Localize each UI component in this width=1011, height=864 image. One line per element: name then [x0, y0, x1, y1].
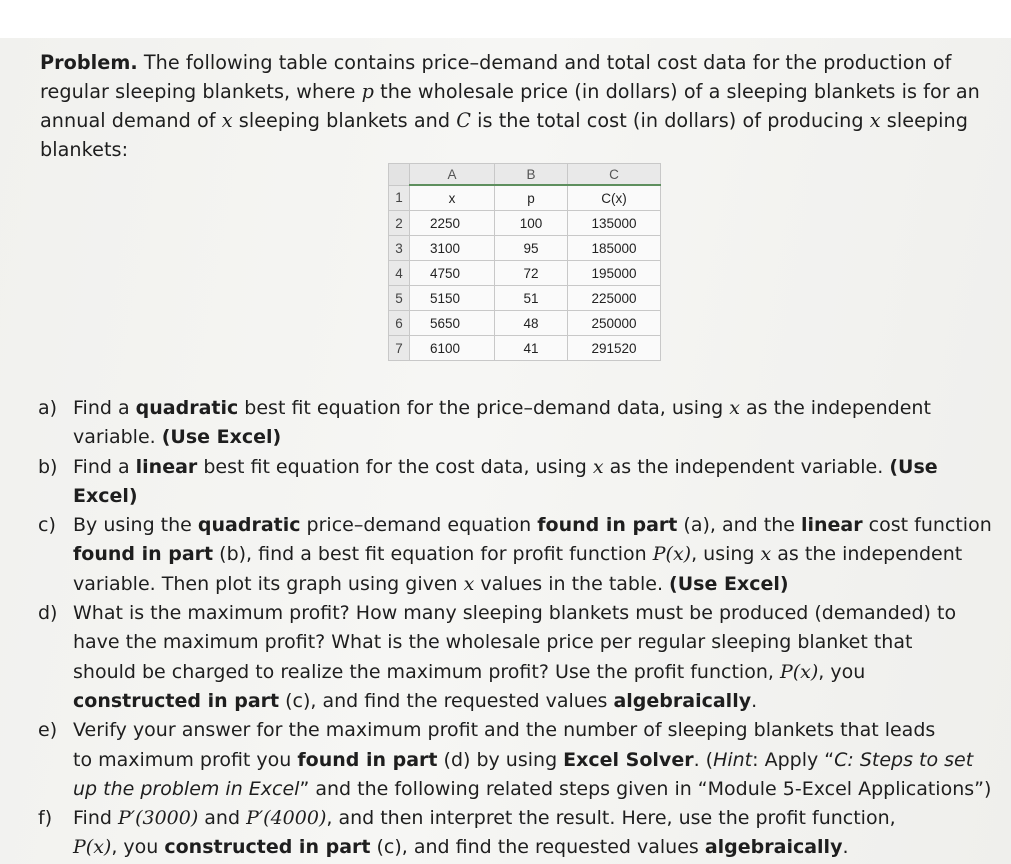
text: best fit equation for the cost data, using — [197, 455, 593, 478]
text: (c), and find the requested values — [370, 836, 705, 859]
bold-text: found in part — [297, 748, 438, 771]
intro-text: sleeping blankets and — [232, 109, 457, 132]
text: price–demand equation — [300, 514, 538, 537]
question-line — [73, 511, 992, 540]
cell-x[interactable]: 3100 — [410, 236, 495, 261]
cell-header-p[interactable]: p — [495, 185, 568, 211]
cell-cx[interactable]: 225000 — [568, 286, 661, 311]
bold-text: (Use Excel) — [669, 572, 789, 595]
table-row — [389, 336, 661, 361]
table-row — [389, 286, 661, 311]
text: (a), and the — [677, 514, 801, 537]
text: (d) by using — [437, 748, 564, 771]
cell-cx[interactable]: 185000 — [568, 236, 661, 261]
question-line — [73, 658, 983, 687]
question-line — [73, 482, 983, 511]
cell-cx[interactable]: 195000 — [568, 261, 661, 286]
question-line — [73, 746, 983, 775]
cell-p[interactable]: 41 — [495, 336, 568, 361]
math-var: x — [592, 455, 604, 478]
question-label: b) — [38, 455, 58, 478]
question-b — [38, 453, 983, 512]
intro-line-1 — [40, 48, 985, 77]
text: , using — [691, 543, 761, 566]
row-number[interactable]: 7 — [389, 336, 410, 361]
text: (b), find a best fit equation for profit function — [213, 543, 653, 566]
row-number[interactable]: 6 — [389, 311, 410, 336]
cell-x[interactable]: 2250 — [410, 211, 495, 236]
math-var: P(x) — [73, 836, 112, 859]
bold-text: quadratic — [197, 514, 301, 537]
column-header-a[interactable]: A — [410, 164, 495, 186]
text: best fit equation for the price–demand data, using — [238, 397, 730, 419]
bold-text: algebraically — [704, 836, 843, 859]
bold-text: Excel Solver — [563, 748, 694, 771]
text: By using the — [73, 514, 198, 537]
cell-x[interactable]: 6100 — [410, 336, 495, 361]
intro-text: the wholesale price (in dollars) of a sleeping blankets is for an — [373, 80, 980, 103]
question-d — [38, 599, 983, 716]
intro-text: annual demand of — [40, 109, 222, 132]
text: . — [842, 836, 849, 859]
question-label: e) — [38, 719, 58, 742]
bold-text: (Use — [889, 455, 938, 478]
text: (c), and find the requested values — [279, 689, 614, 712]
text: to maximum profit you — [73, 748, 298, 771]
intro-text: regular sleeping blankets, where — [40, 80, 362, 103]
column-header-c[interactable]: C — [568, 164, 661, 186]
question-label: d) — [38, 602, 58, 625]
text: values in the table. — [474, 572, 670, 595]
cell-header-cx[interactable]: C(x) — [568, 185, 661, 211]
math-var: P(x) — [779, 660, 819, 683]
bold-text: linear — [800, 514, 863, 537]
table-row — [389, 211, 661, 236]
text: ” and the following related steps given in “Module 5-Excel Applications”) — [299, 777, 992, 800]
cell-x[interactable]: 4750 — [410, 261, 495, 286]
text: variable. Then plot its graph using given — [73, 572, 464, 595]
row-number[interactable]: 2 — [389, 211, 410, 236]
question-line — [73, 570, 983, 599]
text: as the independent — [739, 397, 931, 419]
text: Find a — [73, 397, 136, 419]
bold-text: (Use Excel) — [161, 426, 282, 449]
question-line — [73, 394, 983, 423]
text: : Apply “ — [752, 748, 835, 771]
row-number[interactable]: 4 — [389, 261, 410, 286]
text: variable. — [73, 426, 162, 449]
question-label: c) — [38, 514, 56, 537]
cell-p[interactable]: 100 — [495, 211, 568, 236]
bold-text: linear — [135, 455, 198, 478]
math-var: x — [760, 543, 772, 566]
problem-statement — [40, 48, 985, 164]
italic-text: up the problem in Excel — [73, 777, 300, 800]
cell-cx[interactable]: 135000 — [568, 211, 661, 236]
problem-label: Problem. — [40, 51, 138, 74]
row-number[interactable]: 5 — [389, 286, 410, 311]
question-line: have the maximum profit? What is the wholesale price per regular sleeping blanket that — [73, 631, 913, 654]
text: as the independent — [771, 543, 963, 566]
question-line — [73, 804, 983, 833]
intro-line-2 — [40, 77, 985, 106]
cell-cx[interactable]: 250000 — [568, 311, 661, 336]
row-number[interactable]: 1 — [389, 185, 410, 211]
select-all-corner[interactable] — [389, 164, 410, 186]
intro-line-3 — [40, 106, 985, 135]
math-var: x — [221, 109, 233, 132]
intro-text: The following table contains price–demand and total cost data for the production of — [137, 51, 952, 74]
math-var: P′(4000) — [246, 807, 327, 830]
question-e — [38, 716, 992, 804]
question-line — [73, 423, 983, 452]
text: . ( — [693, 748, 714, 771]
text: , you — [818, 660, 866, 683]
bold-text: quadratic — [135, 397, 239, 419]
math-var: P(x) — [652, 543, 692, 566]
cell-p[interactable]: 95 — [495, 236, 568, 261]
cell-x[interactable]: 5650 — [410, 311, 495, 336]
question-line: What is the maximum profit? How many sleeping blankets must be produced (demanded) to — [73, 602, 957, 625]
question-line — [73, 775, 992, 804]
cell-p[interactable]: 72 — [495, 261, 568, 286]
math-var: x — [463, 572, 475, 595]
cell-header-x[interactable]: x — [410, 185, 495, 211]
question-f — [38, 804, 983, 863]
math-var: x — [729, 397, 740, 419]
question-line — [73, 453, 983, 482]
math-var: C — [456, 109, 471, 132]
row-number[interactable]: 3 — [389, 236, 410, 261]
table-row — [389, 236, 661, 261]
italic-text: Hint — [713, 748, 753, 771]
question-line: Verify your answer for the maximum profit and the number of sleeping blankets that leads — [73, 719, 936, 742]
question-a — [38, 394, 983, 453]
bold-text: algebraically — [613, 689, 752, 712]
bold-text: constructed in part — [164, 836, 371, 859]
cell-x[interactable]: 5150 — [410, 286, 495, 311]
spreadsheet-table — [388, 163, 661, 361]
italic-text: C: Steps to set — [834, 748, 974, 771]
question-line — [73, 833, 983, 862]
math-var: p — [361, 80, 374, 103]
intro-line-4: blankets: — [40, 138, 129, 161]
table-row — [389, 261, 661, 286]
text: cost function — [862, 514, 992, 537]
table-row — [389, 311, 661, 336]
text: , you — [111, 836, 165, 859]
text: , and then interpret the result. Here, use the profit function, — [326, 807, 896, 830]
column-header-b[interactable]: B — [495, 164, 568, 186]
bold-text: found in part — [73, 543, 214, 566]
intro-text: is the total cost (in dollars) of producing — [470, 109, 870, 132]
question-line — [73, 540, 983, 569]
question-line — [73, 687, 983, 716]
math-var: P′(3000) — [117, 807, 199, 830]
math-var: x — [869, 109, 881, 132]
question-label: a) — [38, 397, 58, 419]
text: . — [751, 689, 758, 712]
cell-cx[interactable]: 291520 — [568, 336, 661, 361]
intro-text: sleeping — [880, 109, 968, 132]
text: as the independent variable. — [603, 455, 890, 478]
cell-p[interactable]: 51 — [495, 286, 568, 311]
text: Find a — [73, 455, 136, 478]
question-c — [38, 511, 992, 599]
bold-text: found in part — [537, 514, 678, 537]
table-row — [389, 185, 661, 211]
text: should be charged to realize the maximum profit? Use the profit function, — [73, 660, 780, 683]
bold-text: constructed in part — [73, 689, 280, 712]
bold-text: Excel) — [73, 484, 138, 507]
question-label: f) — [38, 807, 53, 830]
column-letters-row — [389, 164, 661, 186]
question-list — [38, 394, 992, 863]
text: Find — [73, 807, 118, 830]
text: and — [198, 807, 247, 830]
cell-p[interactable]: 48 — [495, 311, 568, 336]
